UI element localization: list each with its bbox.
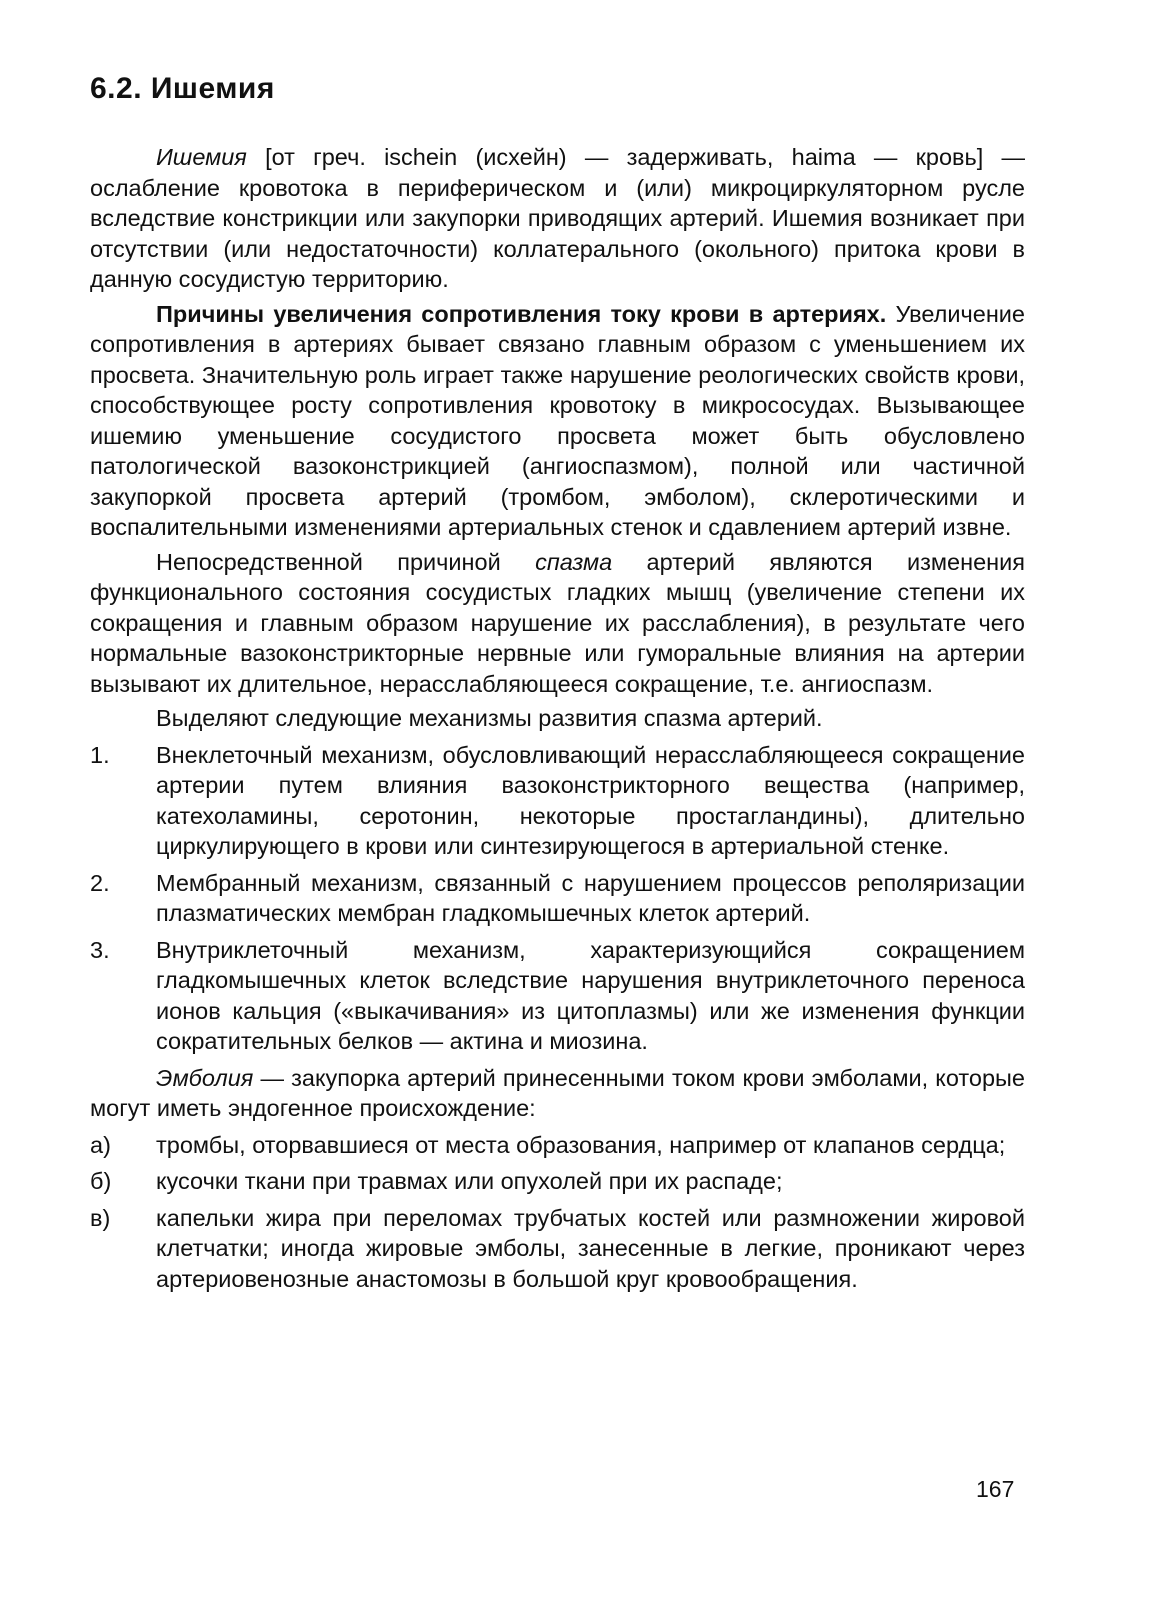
intro-paragraph: [90, 142, 1025, 295]
list-item-text: Внутриклеточный механизм, характеризующийся сокращением гладкомышечных клеток вследствие нарушения внутриклеточного переноса ионов кальция («выкачивания» из цитоплазмы) или же изменения функции сократительных белков — актина и миозина.: [156, 936, 1025, 1054]
list-marker: 1.: [90, 741, 110, 768]
embolism-paragraph: [90, 1063, 1025, 1124]
page-body: [90, 72, 1025, 1300]
spasm-paragraph: [90, 547, 1025, 700]
list-marker: б): [90, 1168, 112, 1194]
causes-paragraph: [90, 299, 1025, 543]
list-item-text: кусочки ткани при травмах или опухолей при их распаде;: [156, 1168, 783, 1194]
list-marker: 3.: [90, 936, 110, 963]
list-item: [90, 935, 1025, 1057]
embolism-list: [90, 1130, 1025, 1295]
page-number: 167: [976, 1476, 1015, 1502]
list-item-text: капельки жира при переломах трубчатых костей или размножении жировой клетчатки; иногда жировые эмболы, занесенные в легкие, проникают через артериовенозные анастомозы в большой круг кровообращения.: [156, 1204, 1025, 1292]
list-item: [90, 740, 1025, 862]
list-item: [90, 868, 1025, 929]
spasm-term: спазма: [535, 548, 613, 575]
spasm-after: артерий являются изменения функционального состояния сосудистых гладких мышц (увеличение степени их сокращения и главным образом нарушение их расслабления), в результате чего нормальные вазоконстрикторные нервные или гуморальные влияния на артерии вызывают их длительное, нерасслабляющееся сокращение, т.е. ангиоспазм.: [90, 548, 1025, 697]
spasm-before: Непосредственной причиной: [156, 548, 536, 575]
list-marker: в): [90, 1204, 111, 1231]
list-marker: а): [90, 1131, 111, 1158]
causes-lead: Причины увеличения сопротивления току крови в артериях.: [156, 300, 887, 327]
mechanisms-list: [90, 740, 1025, 1057]
list-item: [90, 1166, 1025, 1197]
list-item-text: Мембранный механизм, связанный с нарушением процессов реполяризации плазматических мембран гладкомышечных клеток артерий.: [156, 869, 1025, 926]
list-item-text: Внеклеточный механизм, обусловливающий нерасслабляющееся сокращение артерии путем влияния вазоконстрикторного вещества (например, катехоламины, серотонин, некоторые простагландины), длительно циркулирующего в крови или синтезирующегося в артериальной стенке.: [156, 741, 1025, 859]
list-marker: 2.: [90, 869, 110, 896]
causes-text: Увеличение сопротивления в артериях бывает связано главным образом с уменьшением их просвета. Значительную роль играет также нарушение реологических свойств крови, способствующее росту сопротивления кровотоку в микрососудах. Вызывающее ишемию уменьшение сосудистого просвета может быть обусловлено патологической вазоконстрикцией (ангиоспазмом), полной или частичной закупоркой просвета артерий (тромбом, эмболом), склеротическими и воспалительными изменениями артериальных стенок и сдавлением артерий извне.: [90, 300, 1025, 540]
mechanisms-intro: Выделяют следующие механизмы развития спазма артерий.: [156, 705, 823, 731]
embolism-text: — закупорка артерий принесенными током крови эмболами, которые могут иметь эндогенное происхождение:: [90, 1064, 1025, 1121]
list-item: [90, 1203, 1025, 1295]
section-heading: 6.2. Ишемия: [90, 72, 275, 105]
intro-term: Ишемия: [156, 144, 247, 170]
list-item-text: тромбы, оторвавшиеся от места образования, например от клапанов сердца;: [156, 1131, 1006, 1158]
intro-text: [от греч. ischein (исхейн) — задерживать, haima — кровь] — ослабление кровотока в периферическом и (или) микроциркуляторном русле вследствие констрикции или закупорки приводящих артерий. Ишемия возникает при отсутствии (или недостаточности) коллатерального (окольного) притока крови в данную сосудистую территорию.: [90, 144, 1025, 292]
embolism-term: Эмболия: [156, 1064, 254, 1091]
list-item: [90, 1130, 1025, 1161]
